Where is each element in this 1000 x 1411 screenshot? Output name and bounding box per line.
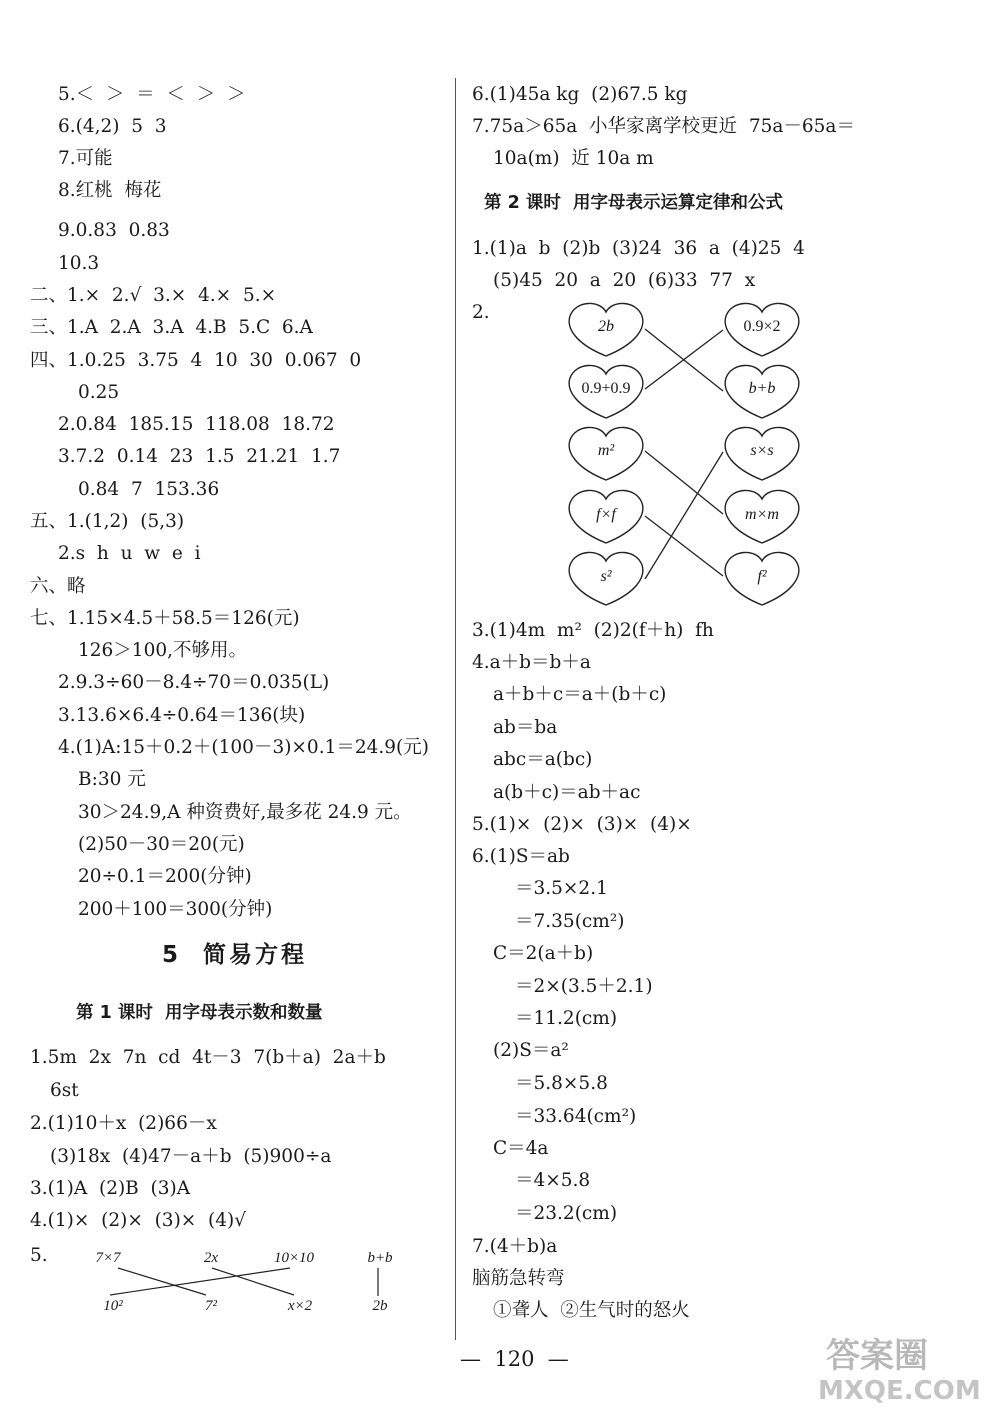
match-item-bottom: 7²	[205, 1298, 217, 1314]
answer-line: (5)45 20 a 20 (6)33 77 x	[493, 270, 756, 291]
brain-teaser-answer: ①聋人 ②生气时的怒火	[493, 1300, 690, 1321]
match-item-bottom: 2b	[372, 1298, 388, 1314]
match-item-top: 7×7	[95, 1250, 121, 1266]
answer-line: 6.(1)45a kg (2)67.5 kg	[472, 84, 688, 105]
answer-line: ＝2×(3.5＋2.1)	[515, 976, 653, 997]
answer-line: 4.(1)× (2)× (3)× (4)√	[30, 1210, 247, 1231]
answer-line: 2.(1)10＋x (2)66－x	[30, 1113, 217, 1134]
lesson-title: 第 2 课时 用字母表示运算定律和公式	[484, 193, 784, 213]
answer-line: 2.0.84 185.15 118.08 18.72	[58, 414, 335, 435]
section-answer: 二、1.× 2.√ 3.× 4.× 5.×	[30, 285, 277, 306]
answer-line: 10a(m) 近 10a m	[493, 148, 654, 169]
answer-line: ＝7.35(cm²)	[515, 911, 625, 932]
answer-line: 7.可能	[58, 148, 113, 169]
answer-line: 1.5m 2x 7n cd 4t－3 7(b＋a) 2a＋b	[30, 1047, 386, 1068]
answer-line: 2.s h u w e i	[58, 543, 201, 564]
match-item-top: 10×10	[273, 1250, 315, 1266]
answer-line: 4.a＋b＝b＋a	[472, 652, 591, 673]
answer-line: (2)S＝a²	[493, 1040, 569, 1061]
answer-line: a＋b＋c＝a＋(b＋c)	[493, 684, 667, 705]
heart-label-left: s²	[600, 568, 612, 585]
answer-line: (2)50－30＝20(元)	[78, 834, 245, 855]
answer-line: 6st	[50, 1080, 79, 1101]
answer-line: C＝2(a＋b)	[493, 943, 594, 964]
answer-line: 0.25	[78, 382, 120, 403]
answer-line: 0.84 7 153.36	[78, 479, 220, 500]
answer-line: ＝23.2(cm)	[515, 1203, 618, 1224]
answer-line: 6.(4,2) 5 3	[58, 116, 167, 137]
heart-label-left: m²	[597, 442, 615, 459]
lesson-title: 第 1 课时 用字母表示数和数量	[76, 1003, 323, 1023]
answer-line: 4.(1)A:15＋0.2＋(100－3)×0.1＝24.9(元)	[58, 737, 429, 758]
heart-label-left: f×f	[596, 506, 616, 523]
answer-line: ＝4×5.8	[515, 1170, 591, 1191]
heart-label-left: 2b	[598, 318, 614, 335]
answer-line: 9.0.83 0.83	[58, 220, 170, 241]
answer-line: 7.(4＋b)a	[472, 1236, 558, 1257]
answer-line: 8.红桃 梅花	[58, 180, 162, 201]
answer-line: B:30 元	[78, 769, 146, 790]
section-answer: 五、1.(1,2) (5,3)	[30, 511, 185, 532]
match-item-bottom: 10²	[103, 1298, 123, 1314]
section-answer: 四、1.0.25 3.75 4 10 30 0.067 0	[30, 350, 362, 371]
match-item-bottom: x×2	[287, 1298, 313, 1314]
answer-line: a(b＋c)＝ab＋ac	[493, 782, 641, 803]
answer-line: ab＝ba	[493, 717, 558, 738]
answer-line: 10.3	[58, 253, 100, 274]
answer-line: abc＝a(bc)	[493, 749, 593, 770]
chapter-title: 5 简易方程	[162, 942, 308, 968]
heart-label-right: b+b	[748, 380, 776, 397]
answer-line: C＝4a	[493, 1138, 549, 1159]
answer-line: 3.7.2 0.14 23 1.5 21.21 1.7	[58, 446, 341, 467]
heart-label-left: 0.9+0.9	[581, 380, 631, 397]
section-answer: 六、略	[30, 576, 86, 597]
heart-label-right: s×s	[750, 442, 774, 459]
section-answer: 三、1.A 2.A 3.A 4.B 5.C 6.A	[30, 317, 313, 338]
answer-line: 6.(1)S＝ab	[472, 846, 570, 867]
heart-label-right: f²	[757, 568, 767, 585]
match-item-top: b+b	[367, 1250, 393, 1266]
heart-label-right: m×m	[745, 506, 779, 523]
answer-line: ＝5.8×5.8	[515, 1073, 608, 1094]
watermark-url: MXQE.COM	[818, 1376, 981, 1406]
answer-line: (3)18x (4)47－a＋b (5)900÷a	[50, 1146, 332, 1167]
answer-line: 2.9.3÷60－8.4÷70＝0.035(L)	[58, 672, 330, 693]
section-answer: 七、1.15×4.5＋58.5＝126(元)	[30, 608, 300, 629]
match-item-top: 2x	[203, 1250, 219, 1266]
answer-line: 5.(1)× (2)× (3)× (4)×	[472, 814, 692, 835]
answer-line: 1.(1)a b (2)b (3)24 36 a (4)25 4	[472, 238, 805, 259]
answer-line: 5.＜ ＞ ＝ ＜ ＞ ＞	[58, 84, 246, 105]
heart-label-right: 0.9×2	[743, 318, 781, 335]
watermark-logo: 答案圈	[826, 1336, 928, 1376]
brain-teaser-title: 脑筋急转弯	[472, 1268, 565, 1289]
answer-line: ＝3.5×2.1	[515, 878, 608, 899]
answer-line: 5.	[30, 1245, 48, 1266]
answer-line: 20÷0.1＝200(分钟)	[78, 866, 252, 887]
answer-line: 3.(1)4m m² (2)2(f＋h) fh	[472, 620, 714, 641]
answer-line: 3.13.6×6.4÷0.64＝136(块)	[58, 705, 306, 726]
answer-line: 200＋100＝300(分钟)	[78, 899, 273, 920]
answer-line: 7.75a＞65a 小华家离学校更近 75a－65a＝	[472, 116, 855, 137]
answer-line: ＝33.64(cm²)	[515, 1106, 637, 1127]
answer-line: 126＞100,不够用。	[78, 640, 248, 661]
question-number: 2.	[472, 302, 490, 323]
answer-line: ＝11.2(cm)	[515, 1008, 618, 1029]
answer-line: 3.(1)A (2)B (3)A	[30, 1178, 191, 1199]
page-number: — 120 —	[460, 1347, 569, 1371]
answer-line: 30＞24.9,A 种资费好,最多花 24.9 元。	[78, 802, 412, 823]
